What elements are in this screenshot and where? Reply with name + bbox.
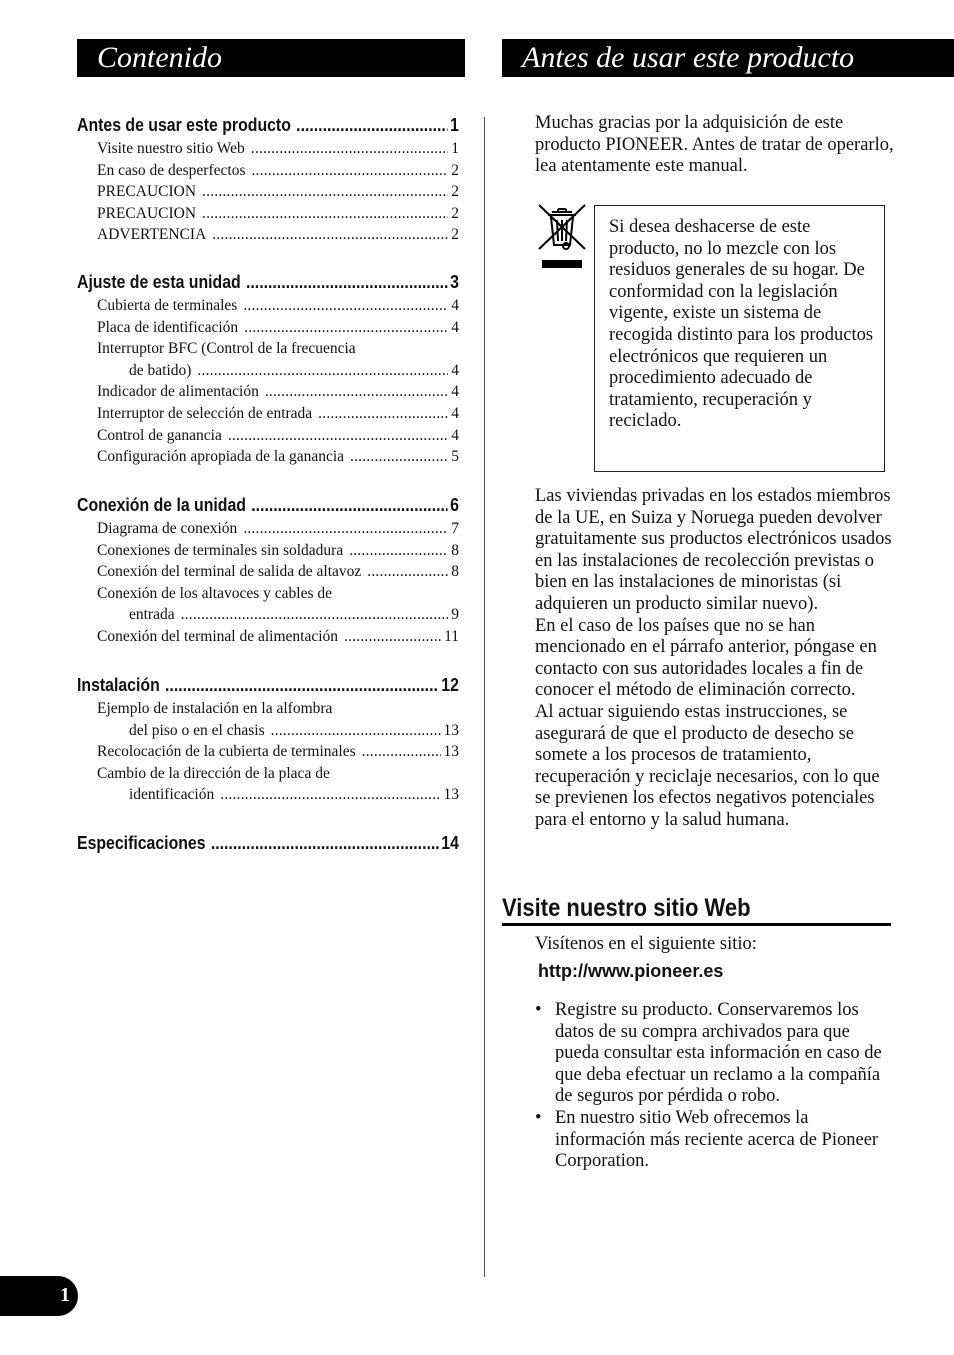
toc-entry[interactable]: Cubierta de terminales ..... 4 <box>77 295 459 317</box>
section-header: Antes de usar este producto <box>502 39 954 77</box>
disposal-notice-box <box>594 205 885 472</box>
toc-entry[interactable]: Recolocación de la cubierta de terminales ..... 13 <box>77 741 459 763</box>
visit-text: Visítenos en el siguiente sitio: <box>535 934 757 954</box>
contents-header: Contenido <box>77 39 465 77</box>
list-item: • En nuestro sitio Web ofrecemos la información más reciente acerca de Pioneer Corporation. <box>535 1108 895 1173</box>
toc-entry-line1[interactable]: Cambio de la dirección de la placa de <box>97 764 330 782</box>
toc-entry[interactable]: ADVERTENCIA ..... 2 <box>77 224 459 246</box>
toc-entry[interactable]: Diagrama de conexión ..... 7 <box>77 518 459 540</box>
toc-entry-line2[interactable]: entrada ..... 9 <box>77 604 459 626</box>
toc-heading[interactable]: Ajuste de esta unidad ..... 3 <box>77 269 459 295</box>
disposal-paragraphs <box>535 486 895 832</box>
toc-entry-line2[interactable]: de batido) ..... 4 <box>77 360 459 382</box>
toc-entry-line1[interactable]: Interruptor BFC (Control de la frecuencia <box>97 340 356 358</box>
paragraph: En el caso de los países que no se han mencionado en el párrafo anterior, póngase en contacto con sus autoridades locales a fin de conocer el método de eliminación correcto. <box>535 615 877 701</box>
toc-entry[interactable]: Conexión del terminal de alimentación ..... 11 <box>77 626 459 648</box>
toc-entry[interactable]: Control de ganancia ..... 4 <box>77 425 459 447</box>
toc-entry[interactable]: Conexión del terminal de salida de altavoz ..... 8 <box>77 561 459 583</box>
disposal-notice-text: Si desea deshacerse de este producto, no lo mezcle con los residuos generales de su hogar. De conformidad con la legislación vigente, existe un sistema de recogida distinto para los productos electrónicos que requieren un procedimiento adecuado de tratamiento, recuperación y reciclado. <box>609 217 874 432</box>
page-number: 1 <box>60 1284 70 1306</box>
toc-heading[interactable]: Instalación ..... 12 <box>77 672 459 698</box>
toc-heading[interactable]: Antes de usar este producto ..... 1 <box>77 112 459 138</box>
toc-section-4 <box>77 672 459 806</box>
toc-entry[interactable]: PRECAUCION ..... 2 <box>77 181 459 203</box>
toc-section-1 <box>77 112 459 246</box>
toc-entry-line1[interactable]: Ejemplo de instalación en la alfombra <box>97 700 333 717</box>
toc-section-3 <box>77 492 459 648</box>
toc-entry[interactable]: Configuración apropiada de la ganancia ..... 5 <box>77 446 459 468</box>
toc-entry[interactable]: Interruptor de selección de entrada ..... 4 <box>77 403 459 425</box>
toc-heading[interactable]: Conexión de la unidad ..... 6 <box>77 492 459 518</box>
toc-entry[interactable]: Indicador de alimentación ..... 4 <box>77 381 459 403</box>
toc-entry[interactable]: En caso de desperfectos ..... 2 <box>77 160 459 182</box>
paragraph: Las viviendas privadas en los estados miembros de la UE, en Suiza y Noruega pueden devolver gratuitamente sus productos electrónicos usados en las instalaciones de recolección previstas o bien en las instalaciones de minoristas (si adquieren un producto similar nuevo). <box>535 486 892 614</box>
toc-entry[interactable]: Conexiones de terminales sin soldadura ..... 8 <box>77 540 459 562</box>
crossed-out-bin-icon <box>535 203 589 271</box>
intro-paragraph: Muchas gracias por la adquisición de este producto PIONEER. Antes de tratar de operarlo, lea atentamente este manual. <box>535 113 894 177</box>
web-section-heading: Visite nuestro sitio Web <box>502 893 891 926</box>
toc-heading[interactable]: Especificaciones ..... 14 <box>77 830 459 856</box>
toc-entry[interactable]: Visite nuestro sitio Web ..... 1 <box>77 138 459 160</box>
paragraph: Al actuar siguiendo estas instrucciones, se asegurará de que el producto de desecho se somete a los procesos de tratamiento, recuperación y reciclaje necesarios, con lo que se previenen los efectos negativos potenciales para el entorno y la salud humana. <box>535 701 880 830</box>
web-benefits-list <box>535 1000 895 1173</box>
toc-section-2 <box>77 269 459 468</box>
toc-entry[interactable]: Placa de identificación ..... 4 <box>77 317 459 339</box>
toc-entry-line2[interactable]: del piso o en el chasis ..... 13 <box>77 720 459 742</box>
website-link[interactable]: http://www.pioneer.es <box>538 961 724 981</box>
toc-section-5 <box>77 830 459 856</box>
toc-entry-line2[interactable]: identificación ..... 13 <box>77 784 459 806</box>
toc-entry-line1[interactable]: Conexión de los altavoces y cables de <box>97 584 333 602</box>
column-divider <box>484 117 485 1277</box>
list-item: • Registre su producto. Conservaremos los datos de su compra archivados para que pueda consultar esta información en caso de que deba efectuar un reclamo a la compañía de seguros por pérdida o robo. <box>535 1000 895 1108</box>
page-number-tab <box>0 1276 78 1316</box>
toc-entry[interactable]: PRECAUCION ..... 2 <box>77 203 459 225</box>
